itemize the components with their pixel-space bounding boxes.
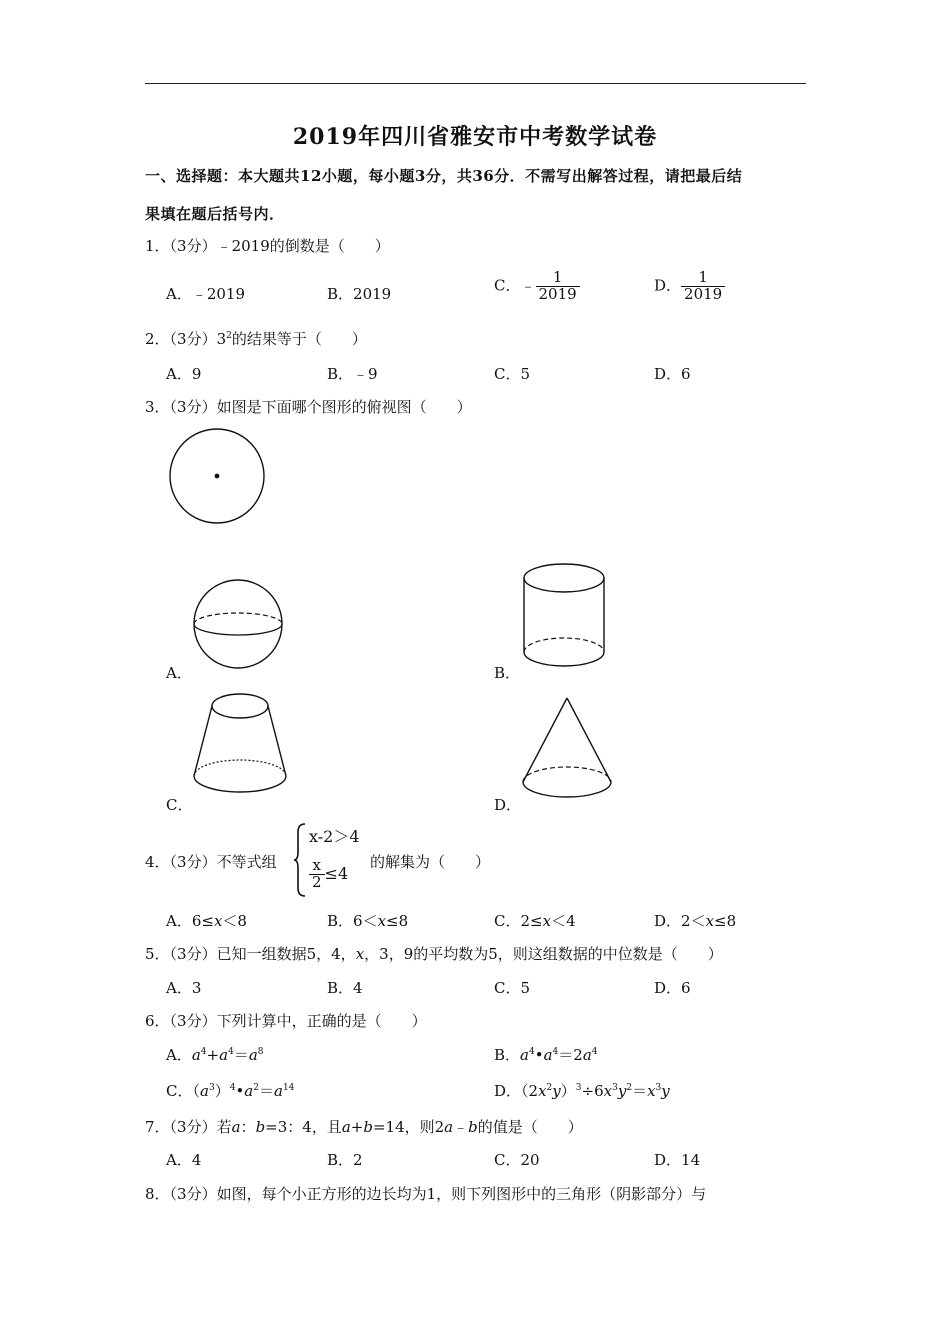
frustum-figure [192, 692, 288, 802]
question-5-option-c: C．5 [494, 979, 531, 997]
top-view-circle-figure [168, 428, 268, 526]
question-5-stem: 5．（3分）已知一组数据5，4，x，3，9的平均数为5，则这组数据的中位数是（ ） [145, 945, 723, 963]
question-1-option-c: C．﹣ $\frac{1}{2019}$ [494, 270, 580, 303]
question-1-option-d: D． $\frac{1}{2019}$ [654, 270, 725, 303]
section-instructions-line2: 果填在题后括号内． [145, 205, 285, 223]
header-rule [145, 83, 806, 84]
question-4-option-b: B．6＜x≤8 [327, 912, 409, 930]
question-2-option-a: A．9 [166, 365, 202, 383]
question-6-option-a: A．$a^4+a^4=a^8$ [166, 1046, 264, 1064]
question-6-option-c: C．$(a^3)^4•a^2=a^{14}$ [166, 1082, 295, 1100]
question-4-stem-suffix: 的解集为（ ） [370, 853, 491, 871]
question-2-option-d: D．6 [654, 365, 691, 383]
question-3-option-a: A． [166, 664, 192, 682]
question-2-option-b: B．﹣9 [327, 365, 378, 383]
inequality-system [293, 822, 363, 898]
cone-figure [521, 696, 613, 802]
sphere-figure [192, 580, 288, 670]
question-4-option-a: A．6≤x＜8 [166, 912, 247, 930]
question-1-stem: 1．（3分）﹣2019的倒数是（ ） [145, 237, 390, 255]
question-6-stem: 6．（3分）下列计算中，正确的是（ ） [145, 1012, 427, 1030]
question-7-option-b: B．2 [327, 1151, 363, 1169]
inequality-row-1: x-2＞4 [309, 827, 360, 846]
question-4-stem-prefix: 4．（3分）不等式组 [145, 853, 277, 871]
question-7-option-c: C．20 [494, 1151, 540, 1169]
question-3-option-b: B． [494, 664, 521, 682]
question-4-option-d: D．2＜x≤8 [654, 912, 737, 930]
question-2-option-c: C．5 [494, 365, 531, 383]
question-7-option-d: D．14 [654, 1151, 701, 1169]
question-3-option-d: D． [494, 796, 522, 814]
question-6-option-d: D．$(2x^2y)^3\div 6x^3y^2=x^3y$ [494, 1082, 670, 1100]
question-2-stem: 2．（3分）$3^2$的结果等于（ ） [145, 330, 367, 348]
question-6-option-b: B．$a^4•a^4=2a^4$ [494, 1046, 598, 1064]
question-5-option-a: A．3 [166, 979, 202, 997]
question-3-stem: 3．（3分）如图是下面哪个图形的俯视图（ ） [145, 398, 472, 416]
cylinder-figure [522, 562, 608, 670]
section-instructions-line1: 一、选择题：本大题共12小题，每小题3分，共36分．不需写出解答过程，请把最后结 [145, 167, 743, 185]
question-8-stem: 8．（3分）如图，每个小正方形的边长均为1，则下列图形中的三角形（阴影部分）与 [145, 1185, 707, 1203]
question-3-option-c: C． [166, 796, 193, 814]
page-title: 2019年四川省雅安市中考数学试卷 [292, 124, 658, 150]
inequality-row-2: $\frac{x}{2}$ ≤4 [309, 858, 348, 891]
question-5-option-d: D．6 [654, 979, 691, 997]
question-7-option-a: A．4 [166, 1151, 202, 1169]
question-7-stem: 7．（3分）若a：b=3：4，且a+b=14，则2a﹣b的值是（ ） [145, 1118, 583, 1136]
question-1-option-b: B．2019 [327, 285, 392, 303]
question-5-option-b: B．4 [327, 979, 363, 997]
left-brace-icon [293, 822, 307, 898]
question-4-option-c: C．2≤x＜4 [494, 912, 576, 930]
question-1-option-a: A．﹣2019 [166, 285, 246, 303]
